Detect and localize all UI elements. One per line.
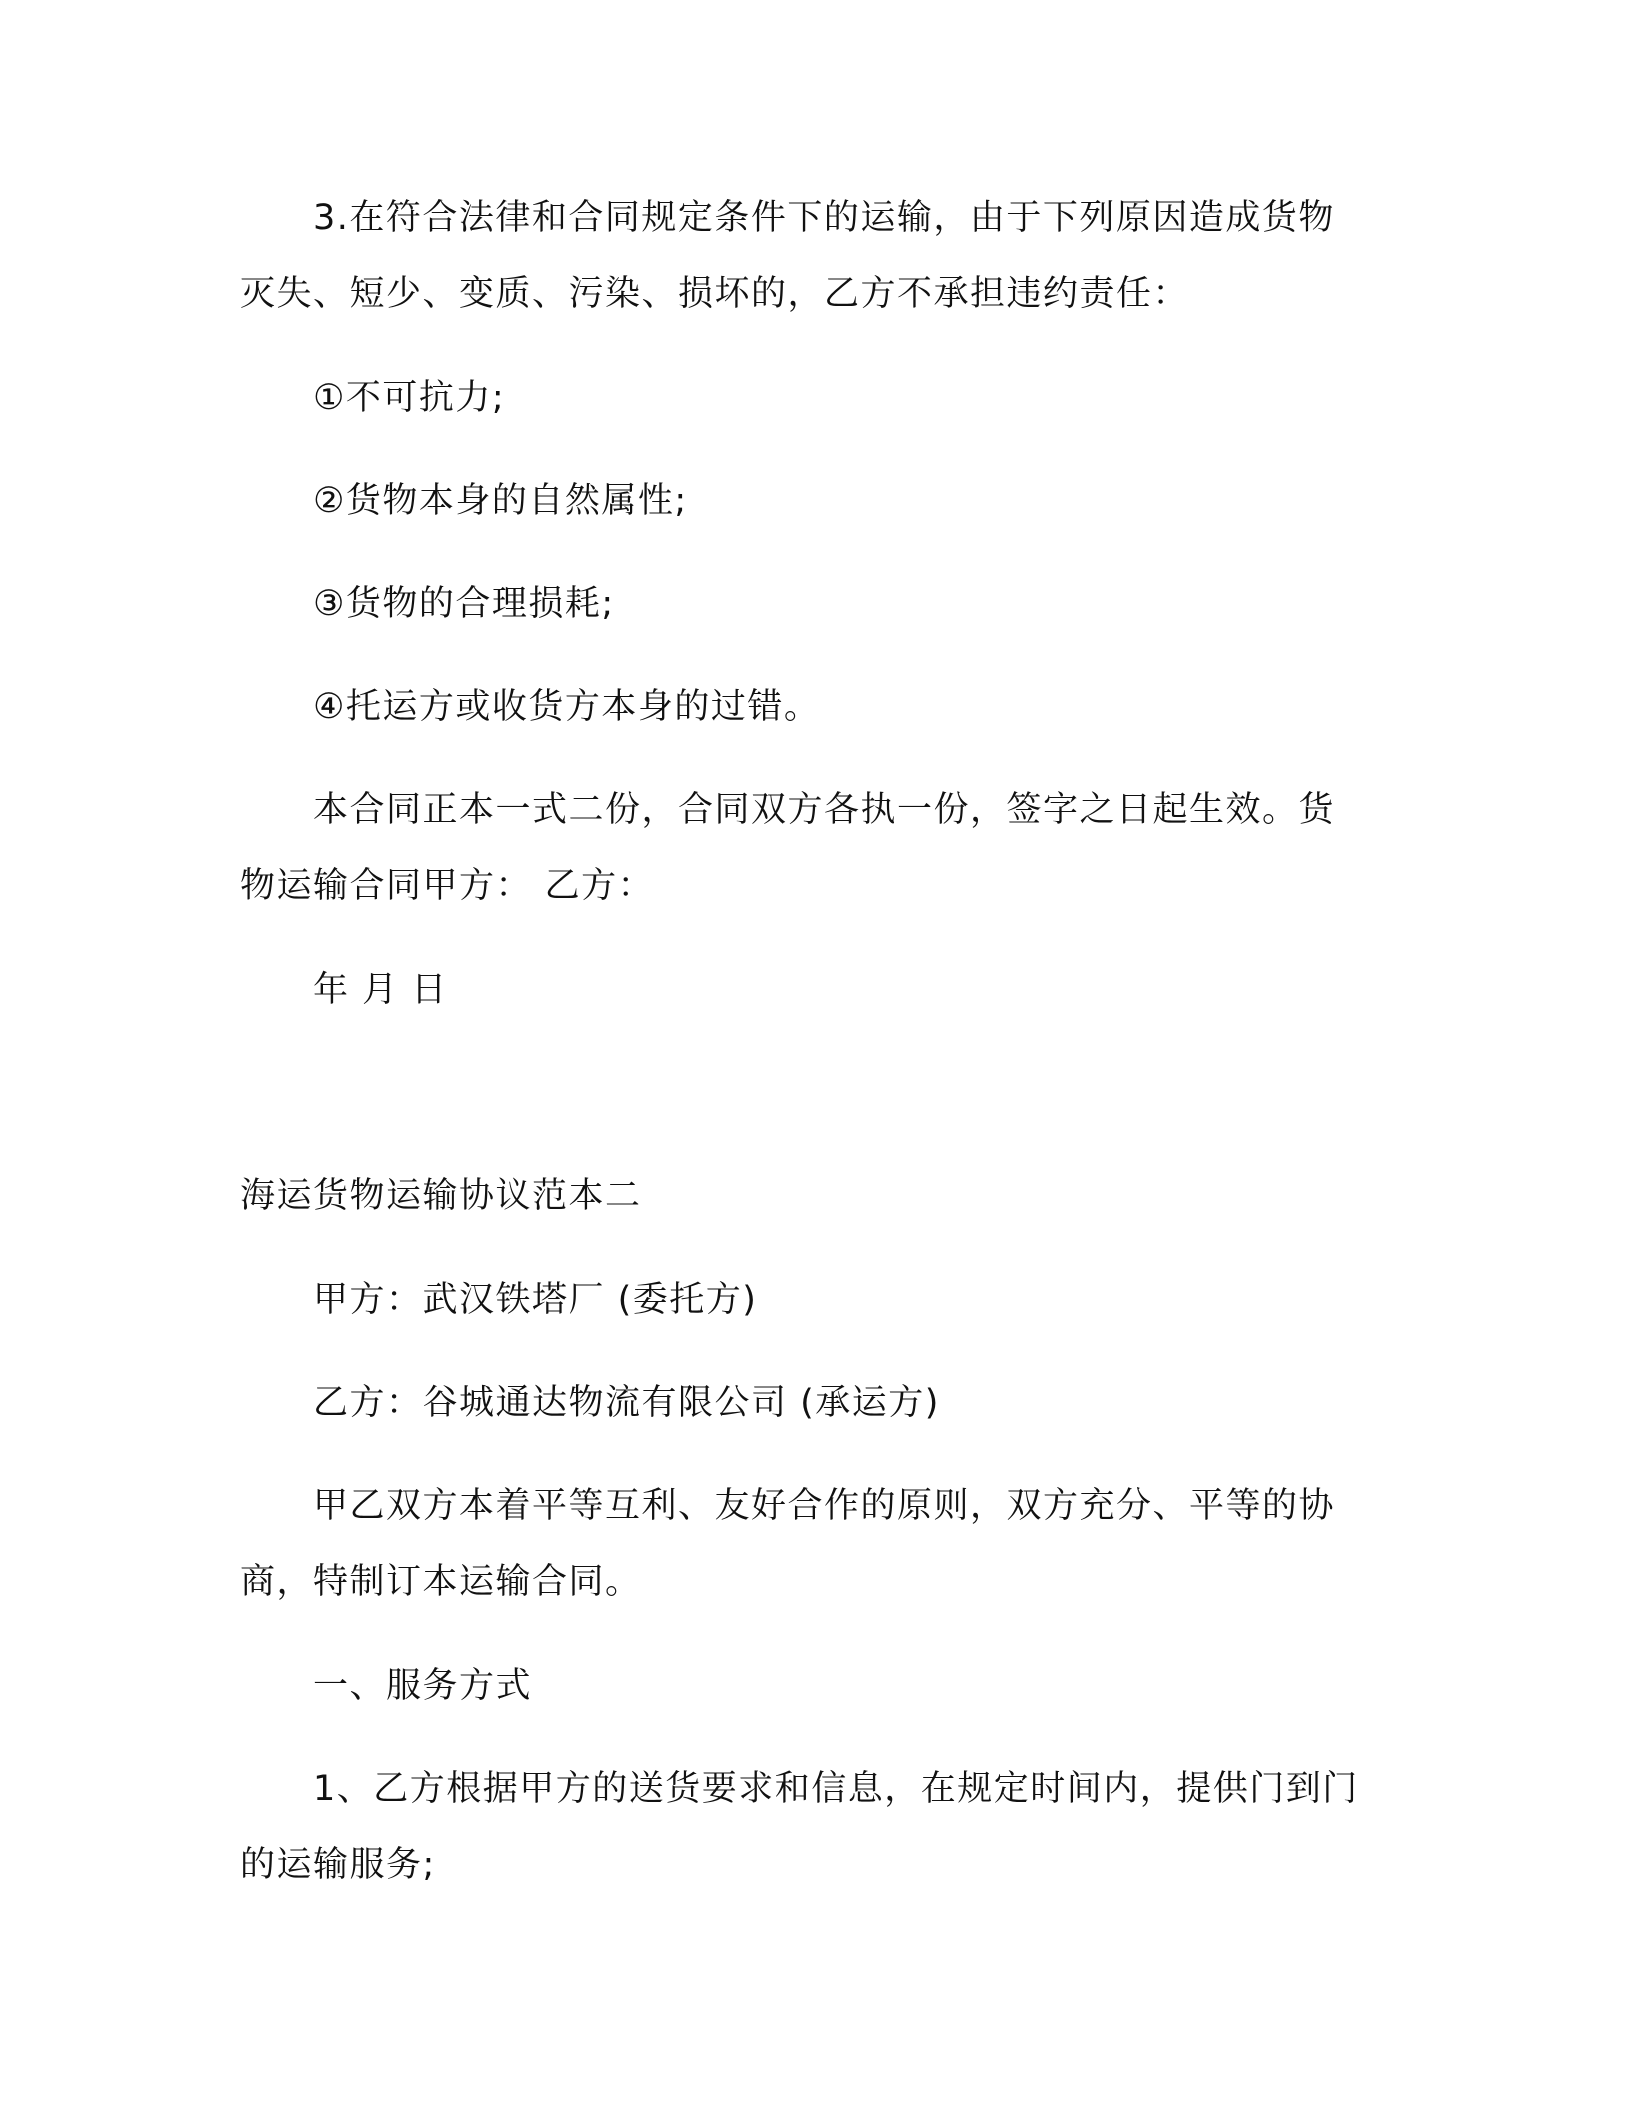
exemption-item-3: ③货物的合理损耗; <box>313 584 615 624</box>
clause-3-line-2: 灭失、短少、变质、污染、损坏的，乙方不承担违约责任： <box>240 274 1190 314</box>
date-line: 年 月 日 <box>313 970 448 1010</box>
party-b: 乙方：谷城通达物流有限公司 (承运方) <box>313 1383 940 1423</box>
section-title: 海运货物运输协议范本二 <box>240 1176 642 1216</box>
service-item-1-line-2: 的运输服务; <box>240 1845 436 1885</box>
clause-3-line-1: 3.在符合法律和合同规定条件下的运输，由于下列原因造成货物 <box>313 198 1335 238</box>
validity-line-1: 本合同正本一式二份，合同双方各执一份，签字之日起生效。货 <box>313 790 1336 830</box>
exemption-item-4: ④托运方或收货方本身的过错。 <box>313 687 821 727</box>
exemption-item-2: ②货物本身的自然属性; <box>313 481 688 521</box>
preamble-line-1: 甲乙双方本着平等互利、友好合作的原则，双方充分、平等的协 <box>313 1486 1336 1526</box>
service-item-1-line-1: 1、乙方根据甲方的送货要求和信息，在规定时间内，提供门到门 <box>313 1769 1359 1809</box>
validity-line-2: 物运输合同甲方： 乙方： <box>240 866 655 906</box>
heading-service-method: 一、服务方式 <box>313 1666 533 1706</box>
exemption-item-1: ①不可抗力; <box>313 378 506 418</box>
party-a: 甲方：武汉铁塔厂 (委托方) <box>313 1280 758 1320</box>
preamble-line-2: 商，特制订本运输合同。 <box>240 1562 642 1602</box>
